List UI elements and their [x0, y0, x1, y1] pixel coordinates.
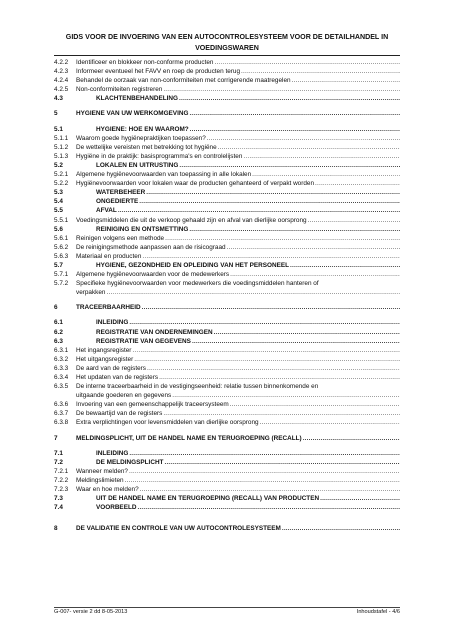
toc-entry-title: REGISTRATIE VAN GEGEVENS: [96, 337, 191, 345]
toc-entry-title: Meldingslimieten: [76, 476, 124, 484]
toc-entry-number: 7.2.3: [54, 486, 69, 494]
footer-page-number: Inhoudstafel - 4/6: [356, 609, 400, 615]
toc-dot-leader: [146, 188, 400, 197]
toc-dot-leader: [303, 434, 400, 443]
toc-entry[interactable]: [54, 449, 400, 458]
toc-dot-leader: [190, 125, 400, 134]
toc-entry-title: KLACHTENBEHANDELING: [96, 95, 179, 103]
toc-entry-number: 5.2.1: [54, 171, 69, 179]
toc-entry-title: TRACEERBAARHEID: [76, 304, 141, 312]
toc-dot-leader: [107, 288, 401, 297]
toc-entry-title: Materiaal en producten: [76, 252, 142, 260]
toc-entry[interactable]: [54, 303, 400, 312]
toc-entry-number: 5.6: [54, 225, 63, 233]
toc-entry-title: HYGIENE VAN UW WERKOMGEVING: [76, 110, 189, 118]
toc-entry-title: HYGIENE: HOE EN WAAROM?: [96, 125, 189, 133]
toc-entry-number: 7.1: [54, 449, 63, 457]
toc-entry-title: verpakken: [76, 289, 106, 297]
toc-entry[interactable]: [54, 58, 400, 67]
footer-version: G-007- versie 2 dd 8-05-2013: [54, 609, 128, 615]
toc-entry[interactable]: [54, 188, 400, 197]
toc-entry-number: 6.3.5: [54, 383, 69, 391]
toc-entry[interactable]: [54, 382, 400, 391]
toc-entry-title: Het updaten van de registers: [76, 374, 159, 381]
toc-entry[interactable]: [54, 288, 400, 297]
toc-dot-leader: [163, 85, 400, 94]
toc-entry-number: 5.2.2: [54, 180, 69, 188]
toc-entry-title: LOKALEN EN UITRUSTING: [96, 161, 179, 169]
toc-dot-leader: [165, 234, 400, 243]
toc-entry-title: REGISTRATIE VAN ONDERNEMINGEN: [96, 328, 213, 336]
toc-entry[interactable]: [54, 458, 400, 467]
toc-entry-number: 7: [54, 434, 58, 442]
toc-entry-number: 6.3: [54, 337, 63, 345]
toc-entry-number: 4.2.4: [54, 77, 69, 85]
header-line-2: VOEDINGSWAREN: [195, 44, 259, 52]
toc-entry-title: Behandel de oorzaak van non-conformiteiten met corrigerende maatregelen: [76, 77, 291, 85]
toc-entry-number: 5.7.1: [54, 271, 69, 279]
toc-entry-title: De aard van de registers: [76, 364, 146, 372]
toc-dot-leader: [129, 449, 400, 458]
toc-entry-title: Voedingsmiddelen die uit de verkoop gehaald zijn en afval van dierlijke oorsprong: [76, 216, 307, 224]
toc-dot-leader: [137, 503, 400, 512]
toc-entry[interactable]: [54, 364, 400, 373]
toc-entry[interactable]: [54, 94, 400, 103]
toc-entry[interactable]: [54, 179, 400, 188]
toc-dot-leader: [129, 467, 400, 476]
toc-entry-number: 6.3.8: [54, 419, 69, 427]
toc-entry-number: 5.1.2: [54, 143, 69, 151]
toc-entry-number: 6.3.6: [54, 401, 69, 409]
toc-entry-number: 6.3.3: [54, 364, 69, 372]
toc-dot-leader: [241, 67, 400, 76]
toc-entry-title: Invoering van een gemeenschappelijk traceersysteem: [76, 401, 229, 409]
toc-entry[interactable]: [54, 476, 400, 485]
toc-entry[interactable]: [54, 279, 400, 288]
toc-entry-number: 6.1: [54, 319, 63, 327]
toc-dot-leader: [189, 109, 400, 118]
toc-entry[interactable]: [54, 503, 400, 512]
toc-dot-leader: [189, 225, 400, 234]
toc-entry-number: 5.3: [54, 189, 63, 197]
toc-entry[interactable]: [54, 125, 400, 134]
toc-entry-number: 4.2.5: [54, 86, 69, 94]
toc-dot-leader: [214, 328, 400, 337]
toc-entry-title: DE MELDINGSPLICHT: [96, 458, 164, 466]
toc-entry-title: ONGEDIERTE: [96, 198, 139, 206]
toc-entry-number: 6: [54, 304, 58, 312]
toc-entry[interactable]: [54, 346, 400, 355]
toc-entry-title: AFVAL: [96, 207, 117, 215]
toc-entry-title: De bewaartijd van de registers: [76, 410, 163, 418]
toc-entry-number: 6.3.1: [54, 346, 69, 354]
toc-entry-title: HYGIENE, GEZONDHEID EN OPLEIDING VAN HET PERSONEEL: [96, 261, 290, 269]
toc-entry-title: Hygiënevoorwaarden voor lokalen waar de producten gehanteerd of verpakt worden: [76, 180, 315, 188]
toc-entry[interactable]: [54, 216, 400, 225]
toc-entry-number: 5.7.2: [54, 280, 69, 288]
toc-dot-leader: [243, 152, 400, 161]
toc-dot-leader: [230, 270, 400, 279]
toc-entry-title: Identificeer en blokkeer non-conforme producten: [76, 59, 214, 66]
toc-entry-title: De interne traceerbaarheid in de vestigingseenheid: relatie tussen binnenkomende en: [76, 383, 319, 391]
toc-entry-number: 5.5: [54, 207, 63, 215]
toc-entry[interactable]: [54, 400, 400, 409]
toc-dot-leader: [139, 197, 400, 206]
toc-entry-number: 5: [54, 110, 58, 118]
toc-entry[interactable]: [54, 67, 400, 76]
header-line-1: GIDS VOOR DE INVOERING VAN EEN AUTOCONTROLESYSTEEM VOOR DE DETAILHANDEL IN: [65, 33, 389, 41]
toc-entry-number: 7.2: [54, 458, 63, 466]
toc-dot-leader: [192, 337, 400, 346]
toc-dot-leader: [118, 206, 400, 215]
toc-entry-title: De reinigingsmethode aanpassen aan de risicograad: [76, 243, 226, 251]
toc-entry[interactable]: [54, 524, 400, 533]
toc-entry[interactable]: [54, 337, 400, 346]
toc-entry-number: 4.3: [54, 95, 63, 103]
toc-entry[interactable]: [54, 467, 400, 476]
toc-entry-number: 5.7: [54, 261, 63, 269]
toc-entry-number: 5.5.1: [54, 216, 69, 224]
toc-entry[interactable]: [54, 261, 400, 270]
toc-entry-title: Het uitgangsregister: [76, 355, 134, 363]
toc-entry-title: MELDINGSPLICHT, UIT DE HANDEL NAME EN TERUGROEPING (RECALL): [76, 434, 302, 442]
toc-entry[interactable]: [54, 318, 400, 327]
toc-entry-number: 5.2: [54, 161, 63, 169]
toc-entry[interactable]: [54, 355, 400, 364]
toc-entry[interactable]: [54, 252, 400, 261]
toc-entry-title: REINIGING EN ONTSMETTING: [96, 225, 189, 233]
footer-divider: [54, 607, 400, 608]
toc-entry-number: 6.3.4: [54, 374, 69, 381]
toc-entry[interactable]: [54, 143, 400, 152]
toc-entry-number: 8: [54, 525, 58, 533]
toc-entry-title: Reinigen volgens een methode: [76, 234, 165, 242]
toc-dot-leader: [230, 400, 400, 409]
toc-dot-leader: [134, 355, 400, 364]
toc-entry-title: INLEIDING: [96, 449, 129, 457]
toc-entry[interactable]: [54, 234, 400, 243]
toc-entry-title: DE VALIDATIE EN CONTROLE VAN UW AUTOCONTROLESYSTEEM: [76, 525, 281, 533]
toc-entry[interactable]: [54, 152, 400, 161]
toc-dot-leader: [320, 494, 400, 503]
toc-entry[interactable]: [54, 161, 400, 170]
toc-entry-title: Hygiëne in de praktijk: basisprogramma's en controlelijsten: [76, 152, 243, 160]
toc-dot-leader: [315, 179, 400, 188]
toc-entry[interactable]: [54, 373, 400, 382]
toc-dot-leader: [308, 216, 400, 225]
toc-entry[interactable]: [54, 328, 400, 337]
toc-entry-title: Waar en hoe melden?: [76, 486, 139, 494]
toc-entry-number: 6.3.2: [54, 355, 69, 363]
toc-entry[interactable]: [54, 206, 400, 215]
toc-entry[interactable]: [54, 434, 400, 443]
toc-entry[interactable]: [54, 109, 400, 118]
toc-entry[interactable]: [54, 485, 400, 494]
toc-entry-number: 7.2.1: [54, 467, 69, 475]
toc-dot-leader: [147, 364, 400, 373]
header-divider: [54, 55, 400, 56]
toc-dot-leader: [207, 134, 400, 143]
toc-entry[interactable]: [54, 494, 400, 503]
toc-dot-leader: [159, 373, 400, 382]
toc-entry-number: 6.2: [54, 328, 63, 336]
toc-entry-title: WATERBEHEER: [96, 189, 146, 197]
toc-entry[interactable]: [54, 243, 400, 252]
toc-entry-title: INLEIDING: [96, 319, 129, 327]
toc-entry[interactable]: [54, 409, 400, 418]
toc-entry-title: Informeer eventueel het FAVV en roep de producten terug: [76, 68, 241, 76]
toc-dot-leader: [179, 161, 400, 170]
toc-dot-leader: [163, 409, 400, 418]
toc-dot-leader: [218, 143, 400, 152]
toc-dot-leader: [164, 458, 400, 467]
toc-entry-title: Specifieke hygiënevoorwaarden voor medewerkers die voedingsmiddelen hanteren of: [76, 280, 319, 288]
toc-entry-title: Het ingangsregister: [76, 346, 132, 354]
toc-entry-number: 5.4: [54, 198, 63, 206]
toc-entry[interactable]: [54, 76, 400, 85]
toc-dot-leader: [142, 252, 400, 261]
toc-dot-leader: [129, 318, 400, 327]
document-footer: [54, 609, 400, 615]
toc-entry[interactable]: [54, 418, 400, 427]
toc-entry-title: uitgaande goederen en gegevens: [76, 392, 172, 400]
toc-entry-title: Extra verplichtingen voor levensmiddelen van dierlijke oorsprong: [76, 419, 259, 427]
toc-entry[interactable]: [54, 170, 400, 179]
toc-dot-leader: [140, 485, 400, 494]
toc-dot-leader: [179, 94, 400, 103]
toc-entry-number: 7.3: [54, 495, 63, 503]
toc-dot-leader: [172, 391, 400, 400]
document-header: [54, 32, 400, 54]
toc-entry-title: Algemene hygiënevoorwaarden van toepassing in alle lokalen: [76, 171, 252, 179]
toc-entry-title: Waarom goede hygiënepraktijken toepassen?: [76, 134, 206, 142]
toc-entry-number: 5.1.1: [54, 134, 69, 142]
toc-dot-leader: [252, 170, 400, 179]
toc-entry[interactable]: [54, 391, 400, 400]
toc-entry-number: 5.6.2: [54, 243, 69, 251]
toc-entry-title: VOORBEELD: [96, 504, 137, 512]
toc-entry[interactable]: [54, 134, 400, 143]
toc-entry[interactable]: [54, 225, 400, 234]
toc-entry-title: UIT DE HANDEL NAME EN TERUGROEPING (RECALL) VAN PRODUCTEN: [96, 495, 320, 503]
toc-entry-title: Wanneer melden?: [76, 467, 128, 475]
toc-dot-leader: [290, 261, 400, 270]
toc-entry-number: 4.2.2: [54, 59, 69, 66]
toc-dot-leader: [214, 58, 400, 67]
toc-dot-leader: [260, 418, 400, 427]
toc-entry-number: 5.1: [54, 125, 63, 133]
toc-entry-title: Algemene hygiënevoorwaarden voor de medewerkers: [76, 271, 230, 279]
toc-entry[interactable]: [54, 197, 400, 206]
toc-entry-number: 7.2.2: [54, 476, 69, 484]
toc-entry-number: 6.3.7: [54, 410, 69, 418]
toc-entry-number: 5.6.3: [54, 252, 69, 260]
toc-dot-leader: [142, 303, 400, 312]
toc-dot-leader: [292, 76, 400, 85]
toc-entry-title: Non-conformiteiten registreren: [76, 86, 163, 94]
toc-dot-leader: [125, 476, 400, 485]
toc-entry-number: 7.4: [54, 504, 63, 512]
table-of-contents: [54, 58, 400, 533]
toc-entry-title: De wettelijke vereisten met betrekking tot hygiëne: [76, 143, 217, 151]
toc-entry-number: 4.2.3: [54, 68, 69, 76]
toc-entry-number: 5.1.3: [54, 152, 69, 160]
toc-dot-leader: [282, 524, 400, 533]
toc-entry[interactable]: [54, 85, 400, 94]
toc-dot-leader: [132, 346, 400, 355]
toc-entry[interactable]: [54, 270, 400, 279]
toc-entry-number: 5.6.1: [54, 234, 69, 242]
toc-dot-leader: [227, 243, 400, 252]
